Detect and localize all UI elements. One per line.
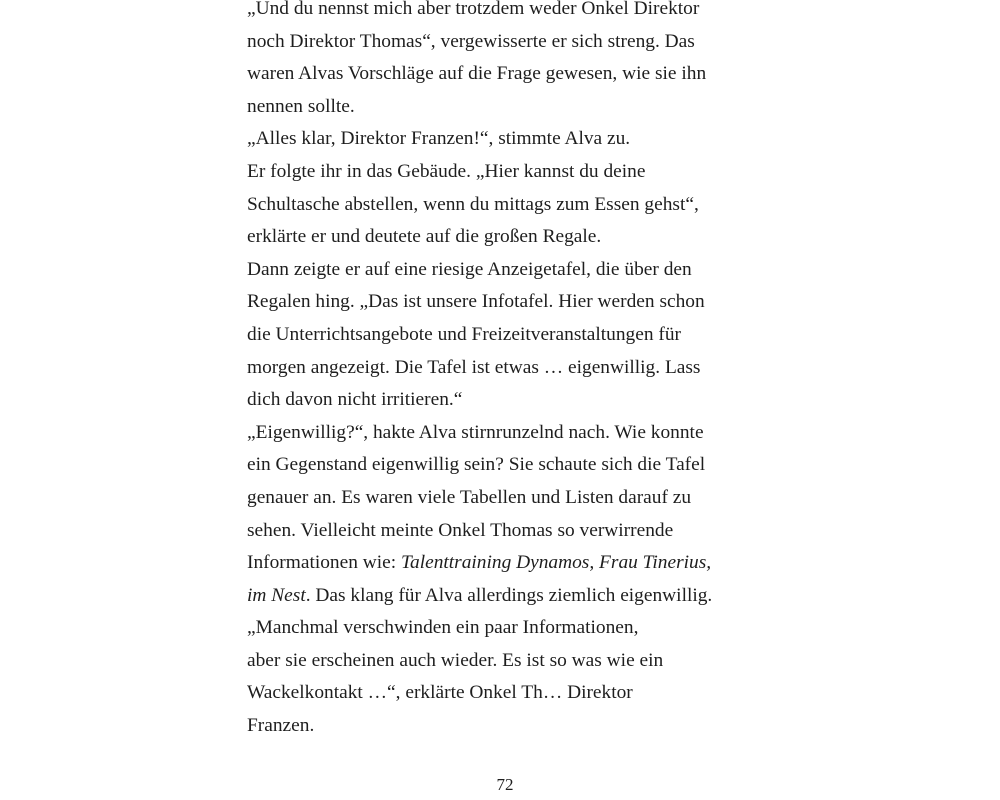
text-line: „Manchmal verschwinden ein paar Informationen, [247, 617, 639, 639]
text-segment: . Das klang für Alva allerdings ziemlich eigenwillig. [305, 584, 713, 606]
text-line: nennen sollte. [247, 95, 355, 117]
text-line: erklärte er und deutete auf die großen Regale. [247, 226, 602, 248]
text-line: Franzen. [247, 715, 315, 737]
text-line: waren Alvas Vorschläge auf die Frage gewesen, wie sie ihn [247, 63, 707, 85]
body-text [247, 0, 807, 743]
text-line: ein Gegenstand eigenwillig sein? Sie schaute sich die Tafel [247, 454, 706, 476]
italic-text-segment: im Nest [247, 584, 306, 606]
text-line: die Unterrichtsangebote und Freizeitveranstaltungen für [247, 323, 681, 345]
text-line: noch Direktor Thomas“, vergewisserte er sich streng. Das [247, 30, 695, 52]
text-line: genauer an. Es waren viele Tabellen und Listen darauf zu [247, 486, 692, 508]
text-line-with-italic [247, 547, 807, 580]
text-line: „Eigenwillig?“, hakte Alva stirnrunzelnd nach. Wie konnte [247, 421, 704, 443]
italic-text-segment: Talenttraining Dynamos, Frau Tinerius, [401, 552, 712, 574]
text-line: „Alles klar, Direktor Franzen!“, stimmte Alva zu. [247, 128, 631, 150]
text-line: morgen angezeigt. Die Tafel ist etwas … eigenwillig. Lass [247, 356, 701, 378]
text-line: Wackelkontakt …“, erklärte Onkel Th… Direktor [247, 682, 633, 704]
text-line: dich davon nicht irritieren.“ [247, 389, 463, 411]
text-line: aber sie erscheinen auch wieder. Es ist so was wie ein [247, 649, 664, 671]
text-line: Regalen hing. „Das ist unsere Infotafel. Hier werden schon [247, 291, 705, 313]
text-segment: Informationen wie: [247, 552, 401, 574]
page-number: 72 [496, 775, 514, 794]
text-line: sehen. Vielleicht meinte Onkel Thomas so verwirrende [247, 519, 674, 541]
text-line: Dann zeigte er auf eine riesige Anzeigetafel, die über den [247, 258, 692, 280]
text-line: „Und du nennst mich aber trotzdem weder Onkel Direktor [247, 0, 700, 19]
text-line-with-italic [247, 580, 807, 613]
text-line: Er folgte ihr in das Gebäude. „Hier kannst du deine [247, 160, 646, 182]
text-line: Schultasche abstellen, wenn du mittags zum Essen gehst“, [247, 193, 699, 215]
